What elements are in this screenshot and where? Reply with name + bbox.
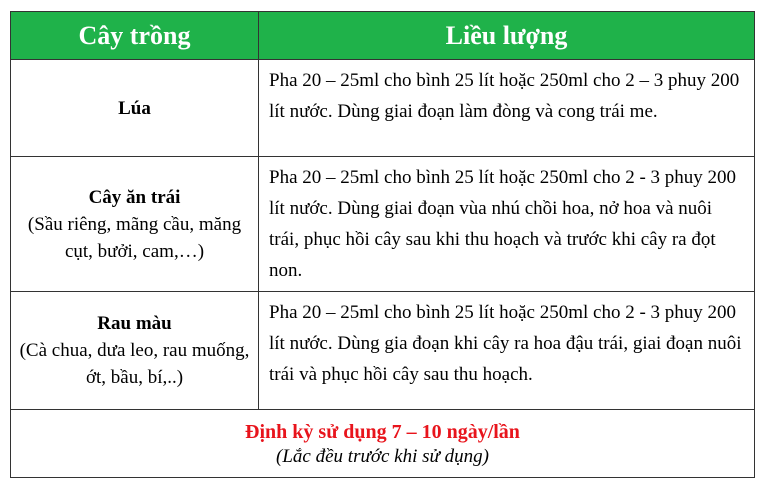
shake-note: (Lắc đều trước khi sử dụng) [276,445,489,467]
crop-detail: (Sầu riêng, mãng cầu, măng cụt, bưởi, cam,…) [27,213,242,262]
dosage-cell: Pha 20 – 25ml cho bình 25 lít hoặc 250ml cho 2 - 3 phuy 200 lít nước. Dùng giai đoạn vùa nhú chồi hoa, nở hoa và nuôi trái, phục hồi cây sau khi thu hoạch và trước khi cây ra đọt non. [259,157,755,292]
dosage-table [10,11,755,478]
crop-name: Rau màu [97,313,172,334]
usage-frequency: Định kỳ sử dụng 7 – 10 ngày/lần [245,420,520,443]
table-footer-row [11,410,755,478]
table-row [11,292,755,410]
header-crop: Cây trồng [11,12,259,60]
crop-cell [11,157,259,292]
dosage-cell: Pha 20 – 25ml cho bình 25 lít hoặc 250ml cho 2 – 3 phuy 200 lít nước. Dùng giai đoạn làm đòng và cong trái me. [259,60,755,157]
header-dosage: Liều lượng [259,12,755,60]
crop-name: Cây ăn trái [88,186,181,208]
table-row [11,157,755,292]
crop-detail: (Cà chua, dưa leo, rau muống, ớt, bầu, bí,..) [19,340,250,388]
crop-cell [11,292,259,410]
table-header-row [11,12,755,60]
crop-cell [11,60,259,157]
dosage-cell: Pha 20 – 25ml cho bình 25 lít hoặc 250ml cho 2 - 3 phuy 200 lít nước. Dùng gia đoạn khi cây ra hoa đậu trái, giai đoạn nuôi trái và phục hồi cây sau thu hoạch. [259,292,755,410]
table-row [11,60,755,157]
crop-name: Lúa [118,97,151,119]
footer-cell [11,410,755,478]
